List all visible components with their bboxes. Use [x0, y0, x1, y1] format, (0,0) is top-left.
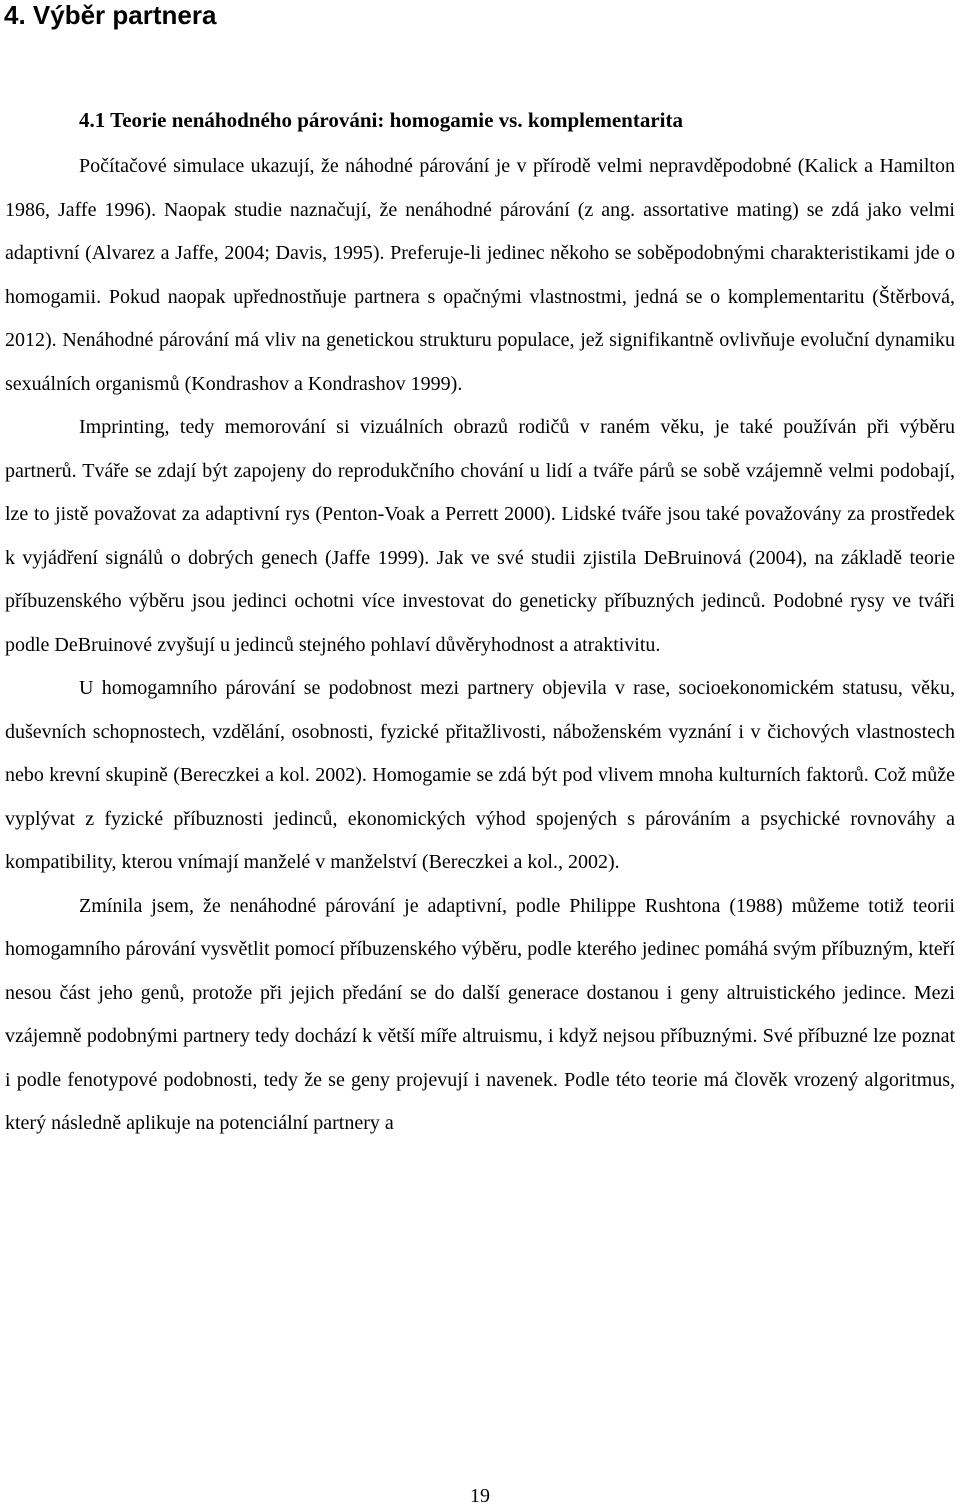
body-text: [5, 145, 955, 1146]
chapter-title: 4. Výběr partnera: [4, 0, 217, 30]
paragraph-1: Počítačové simulace ukazují, že náhodné párování je v přírodě velmi nepravděpodobné (Kalick a Hamilton 1986, Jaffe 1996). Naopak studie naznačují, že nenáhodné párování (z ang. assortative mating) se zdá jako velmi adaptivní (Alvarez a Jaffe, 2004; Davis, 1995). Preferuje-li jedinec někoho se soběpodobnými charakteristikami jde o homogamii. Pokud naopak upřednostňuje partnera s opačnými vlastnostmi, jedná se o komplementaritu (Štěrbová, 2012). Nenáhodné párování má vliv na genetickou strukturu populace, jež signifikantně ovlivňuje evoluční dynamiku sexuálních organismů (Kondrashov a Kondrashov 1999).: [5, 155, 955, 395]
paragraph-3: U homogamního párování se podobnost mezi partnery objevila v rase, socioekonomickém statusu, věku, duševních schopnostech, vzdělání, osobnosti, fyzické přitažlivosti, náboženském vyznání i v čichových vlastnostech nebo krevní skupině (Bereczkei a kol. 2002). Homogamie se zdá být pod vlivem mnoha kulturních faktorů. Což může vyplývat z fyzické příbuznosti jedinců, ekonomických výhod spojených s párováním a psychické rovnováhy a kompatibility, kterou vnímají manželé v manželství (Bereczkei a kol., 2002).: [5, 677, 955, 873]
page-number: 19: [470, 1485, 490, 1507]
paragraph-4: Zmínila jsem, že nenáhodné párování je adaptivní, podle Philippe Rushtona (1988) můžeme totiž teorii homogamního párování vysvětlit pomocí příbuzenského výběru, podle kterého jedinec pomáhá svým příbuzným, kteří nesou část jeho genů, protože při jejich předání se do další generace dostanou i geny altruistického jedince. Mezi vzájemně podobnými partnery tedy dochází k větší míře altruismu, i když nejsou příbuznými. Své příbuzné lze poznat i podle fenotypové podobnosti, tedy že se geny projevují i navenek. Podle této teorie má člověk vrozený algoritmus, který následně aplikuje na potenciální partnery a: [5, 894, 955, 1134]
paragraph-2: Imprinting, tedy memorování si vizuálních obrazů rodičů v raném věku, je také používán při výběru partnerů. Tváře se zdají být zapojeny do reprodukčního chování u lidí a tváře párů se sobě vzájemně velmi podobají, lze to jistě považovat za adaptivní rys (Penton-Voak a Perrett 2000). Lidské tváře jsou také považovány za prostředek k vyjádření signálů o dobrých genech (Jaffe 1999). Jak ve své studii zjistila DeBruinová (2004), na základě teorie příbuzenského výběru jsou jedinci ochotni více investovat do geneticky příbuzných jedinců. Podobné rysy ve tváři podle DeBruinové zvyšují u jedinců stejného pohlaví důvěryhodnost a atraktivitu.: [5, 416, 955, 656]
section-title: 4.1 Teorie nenáhodného párováni: homogamie vs. komplementarita: [79, 108, 683, 132]
